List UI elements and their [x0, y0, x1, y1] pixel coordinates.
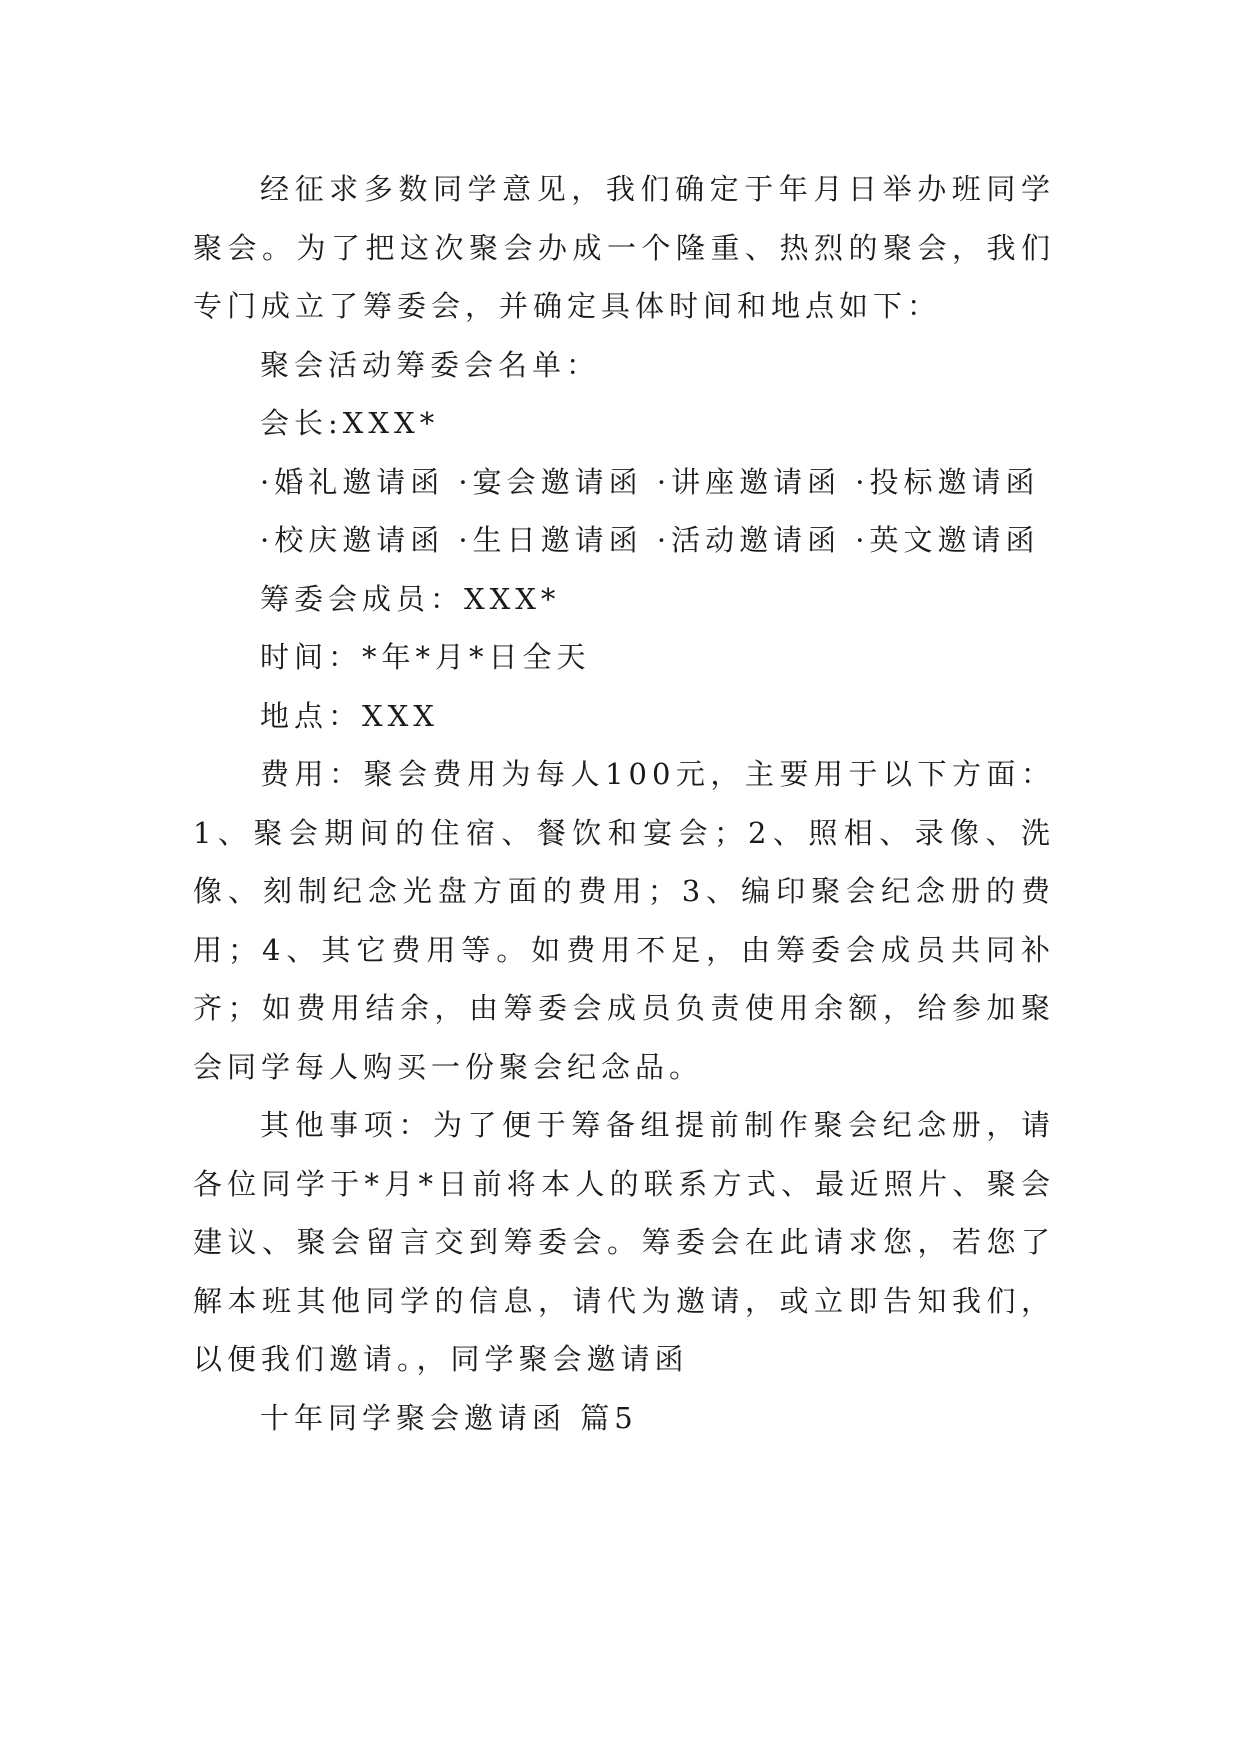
paragraph-time: 时间：*年*月*日全天 [260, 640, 591, 674]
paragraph-committee-list-heading: 聚会活动筹委会名单： [260, 347, 601, 382]
paragraph-location: 地点：XXX [260, 698, 439, 733]
paragraph-committee-members: 筹委会成员：XXX* [260, 581, 561, 616]
paragraph-related-links-2[interactable]: ·校庆邀请函 ·生日邀请函 ·活动邀请函 ·英文邀请函 [260, 523, 1040, 557]
paragraph-fees: 费用：聚会费用为每人100元，主要用于以下方面：1、聚会期间的住宿、餐饮和宴会；2、照相、录像、洗像、刻制纪念光盘方面的费用；3、编印聚会纪念册的费用；4、其它费用等。如费用不足，由筹委会成员共同补齐；如费用结余，由筹委会成员负责使用余额，给参加聚会同学每人购买一份聚会纪念品。 [193, 757, 1055, 1084]
paragraph-other-matters: 其他事项：为了便于筹备组提前制作聚会纪念册，请各位同学于*月*日前将本人的联系方式、最近照片、聚会建议、聚会留言交到筹委会。筹委会在此请求您，若您了解本班其他同学的信息，请代为邀请，或立即告知我们，以便我们邀请。，同学聚会邀请函 [193, 1108, 1055, 1376]
paragraph-president: 会长:XXX* [260, 406, 440, 440]
paragraph-intro: 经征求多数同学意见，我们确定于年月日举办班同学聚会。为了把这次聚会办成一个隆重、热烈的聚会，我们专门成立了筹委会，并确定具体时间和地点如下： [193, 172, 1055, 323]
paragraph-next-section-title: 十年同学聚会邀请函 篇5 [260, 1400, 638, 1435]
paragraph-related-links-1[interactable]: ·婚礼邀请函 ·宴会邀请函 ·讲座邀请函 ·投标邀请函 [260, 464, 1040, 499]
document-body [193, 160, 1055, 1447]
